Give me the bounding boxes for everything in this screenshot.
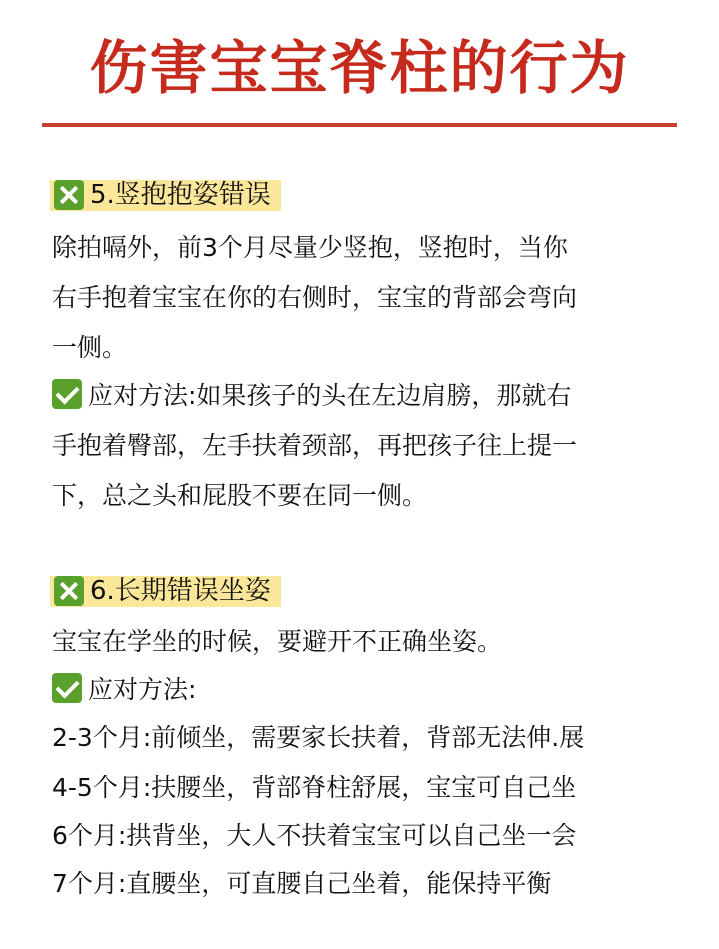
section-6-stage: 6个月:拱背坐，大人不扶着宝宝可以自己坐一会 bbox=[52, 821, 577, 850]
section-5-heading-text: 5.竖抱抱姿错误 bbox=[90, 180, 271, 210]
page-title: 伤害宝宝脊柱的行为 bbox=[89, 34, 630, 102]
check-mark-icon bbox=[52, 379, 82, 409]
section-6-heading-text: 6.长期错误坐姿 bbox=[90, 576, 271, 606]
section-6-stage: 2-3个月:前倾坐，需要家长扶着，背部无法伸.展 bbox=[52, 723, 585, 752]
section-5-method-line bbox=[52, 376, 571, 416]
section-6-method-text: 应对方法: bbox=[88, 675, 197, 704]
cross-mark-icon bbox=[54, 576, 84, 606]
section-5-line: 右手抱着宝宝在你的右侧时，宝宝的背部会弯向 bbox=[52, 283, 578, 312]
section-6-method-label bbox=[52, 670, 196, 710]
section-6-line: 宝宝在学坐的时候，要避开不正确坐姿。 bbox=[52, 627, 503, 656]
section-5-heading bbox=[50, 176, 281, 214]
title-divider bbox=[42, 123, 677, 127]
section-5-line: 除拍嗝外，前3个月尽量少竖抱，竖抱时，当你 bbox=[52, 233, 568, 262]
section-6-heading bbox=[50, 572, 281, 610]
section-5-method-text: 应对方法:如果孩子的头在左边肩膀，那就右 bbox=[88, 381, 572, 410]
section-5-method-line: 下，总之头和屁股不要在同一侧。 bbox=[52, 481, 428, 510]
cross-mark-icon bbox=[54, 180, 84, 210]
section-5-line: 一侧。 bbox=[52, 333, 128, 362]
section-6-stage: 4-5个月:扶腰坐，背部脊柱舒展，宝宝可自己坐 bbox=[52, 773, 577, 802]
section-5-method-line: 手抱着臀部，左手扶着颈部，再把孩子往上提一 bbox=[52, 431, 578, 460]
check-mark-icon bbox=[52, 673, 82, 703]
section-6-stage: 7个月:直腰坐，可直腰自己坐着，能保持平衡 bbox=[52, 869, 552, 898]
